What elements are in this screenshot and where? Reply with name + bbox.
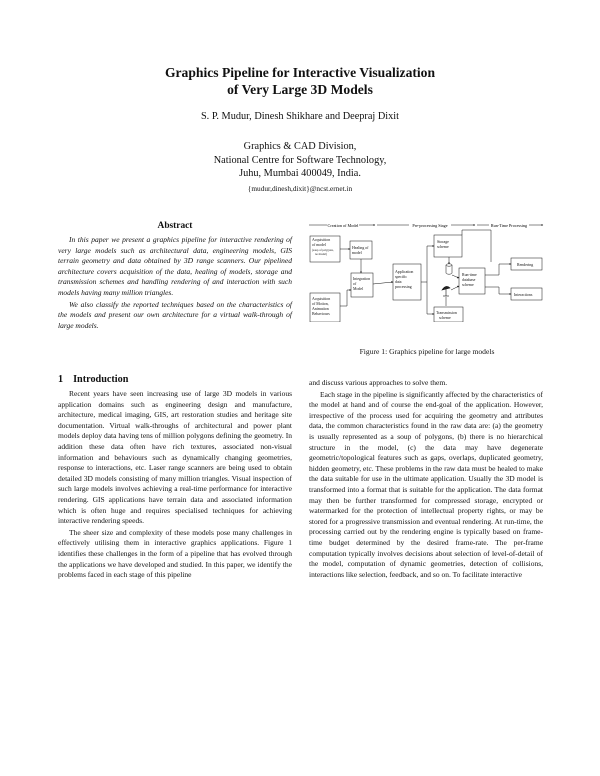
- label-app-4: processing: [395, 285, 412, 289]
- left-column-body: [58, 389, 292, 581]
- label-app-1: Application: [395, 270, 414, 274]
- box-healing: [350, 241, 372, 259]
- section-number: 1: [58, 374, 64, 385]
- arrow-runtime-to-rendering: [485, 264, 511, 275]
- label-runtime-1: Run-time: [462, 273, 477, 277]
- section-heading-introduction: [58, 374, 292, 385]
- label-acq-model-4: no model): [315, 252, 327, 256]
- label-storage-1: Storage: [437, 240, 449, 244]
- authors: S. P. Mudur, Dinesh Shikhare and Deepraj Dixit: [200, 111, 400, 122]
- intro-paragraph-4: Each stage in the pipeline is significantly affected by the characteristics of the model at hand and of course the end-goal of the application. However, irrespective of the process used for acquiring the geometry and attributes data, the common characteristics found in the raw data are: (a) the geometry is usually represented as a soup of polygons, (b) there is no hierarchical structure in the model, (c) the data may have degenerate geometric/topological features such as gaps, overlaps, duplicated geometry, hidden geometry, etc. These problems in the raw data must be healed to make the data suitable for use in the ultimate application. Usually the 3D model is transformed into a format that is suitable for the application. The data format may then be further transformed for compressed storage, encrypted or watermarked for the protection of intellectual property rights, or may be stored for a progressive transmission and eventual rendering. At run-time, the processing carried out by the rendering engine is typically based on frame-time budget determined by the desired frame-rate. The per-frame computation typically involves decisions about selection of level-of-detail of the model, computation of dynamic geometries, detection of collisions, interactions like selection, feedback, and so on. To facilitate interactive: [309, 389, 543, 579]
- affiliation-line-3: Juhu, Mumbai 400049, India.: [239, 168, 361, 179]
- title-line-1: Graphics Pipeline for Interactive Visualization: [164, 65, 436, 80]
- abstract-heading: Abstract: [157, 221, 193, 231]
- abstract-paragraph-2: We also classify the reported techniques based on the characteristics of the models and present our own architecture for a virtual walk-through of large models.: [58, 299, 292, 330]
- intro-paragraph-2: The sheer size and complexity of these models pose many challenges in effectively utilising them in interactive graphics applications. Figure 1 identifies these challenges in the form of a pipeline that has evolved through the applications we have developed and studied. In this paper, we identify the problems faced in each stage of this pipeline: [58, 527, 292, 580]
- arrow-runtime-to-interactions: [485, 287, 511, 294]
- label-runtime-2: database: [462, 278, 476, 282]
- label-transmission-2: scheme: [439, 316, 451, 320]
- figure-pipeline: [309, 220, 545, 322]
- label-interactions: Interactions: [514, 293, 533, 297]
- stage-label-runtime: Run-Time Processing: [490, 223, 528, 228]
- label-acq-attr-1: Acquisition: [312, 297, 331, 301]
- label-transmission-1: Transmission: [436, 311, 457, 315]
- label-acq-attr-4: Behaviours: [312, 312, 330, 316]
- label-acq-model-3: (soup of polygons,: [312, 248, 334, 252]
- label-app-2: specific: [395, 275, 408, 279]
- label-storage-2: scheme: [437, 245, 449, 249]
- label-acq-model-2: of model: [312, 243, 326, 247]
- line-storage-feed: [462, 230, 491, 262]
- paper-title: [0, 64, 600, 98]
- label-integration-2: of: [353, 282, 357, 286]
- intro-paragraph-1: Recent years have seen increasing use of large 3D models in various application domains such as engineering design and manufacture, architecture, medical imaging, GIS, art restoration studies and heritage site documentation. Virtual walk-throughs of architectural and power plant models deploy data having tens of million polygons defining the geometry. In addition these data often have rich textures, associated non-visual information and behaviours such as dynamically changing geometries, response to interactions, etc. Laser range scanners are being used to obtain detailed 3D models consisting of many million triangles. Visual inspection of such large models involves achieving a real-time performance for interactive rendering. GIS applications have terrain data and associated information which is often huge and requires specialised techniques for achieving interactive rendering speeds.: [58, 389, 292, 526]
- arrow-integration-to-app: [373, 282, 393, 284]
- arrow-dish-to-runtime: [451, 286, 459, 290]
- arrow-attr-to-integration: [340, 290, 351, 306]
- label-acq-model-1: Acquisition: [312, 238, 331, 242]
- affiliation-line-1: Graphics & CAD Division,: [243, 141, 357, 152]
- stage-label-creation: Creation of Model: [327, 223, 359, 228]
- author-emails: {mudur,dinesh,dixit}@ncst.ernet.in: [247, 183, 353, 193]
- intro-paragraph-3: and discuss various approaches to solve them.: [309, 378, 448, 387]
- section-title: Introduction: [73, 374, 129, 385]
- label-app-3: data: [395, 280, 402, 284]
- label-acq-attr-2: of Motion,: [312, 302, 329, 306]
- arrow-app-to-transmission: [427, 282, 434, 314]
- title-line-2: of Very Large 3D Models: [227, 82, 373, 97]
- label-runtime-3: scheme: [462, 283, 474, 287]
- abstract-paragraph-1: In this paper we present a graphics pipeline for interactive rendering of very large models such as architectural data, engineering models, GIS terrain geometry and data obtained by 3D range scanners. Our pipelined architecture covers acquisition of the data, healing of models, storage and transmission schemes and handling rendering of and interaction with such models having many million triangles.: [58, 235, 292, 297]
- figure-caption: Figure 1: Graphics pipeline for large models: [359, 347, 495, 356]
- abstract-body: [58, 235, 292, 331]
- database-icon: [446, 264, 452, 274]
- label-integration-1: Integration: [353, 277, 371, 281]
- label-integration-3: Model: [353, 287, 364, 291]
- affiliation: [0, 140, 600, 195]
- pipeline-diagram: [309, 220, 545, 322]
- arrow-app-to-storage: [421, 246, 434, 282]
- label-rendering: Rendering: [517, 263, 534, 267]
- satellite-dish-icon: [442, 286, 450, 296]
- label-healing-2: model: [352, 251, 362, 255]
- stage-label-preprocessing: Pre-processing Stage: [412, 223, 448, 228]
- affiliation-line-2: National Centre for Software Technology,: [213, 154, 387, 166]
- label-acq-attr-3: Animation: [312, 307, 329, 311]
- right-column-body: [309, 378, 543, 580]
- arrow-db-to-runtime: [452, 275, 459, 278]
- label-healing-1: Healing of: [352, 246, 369, 250]
